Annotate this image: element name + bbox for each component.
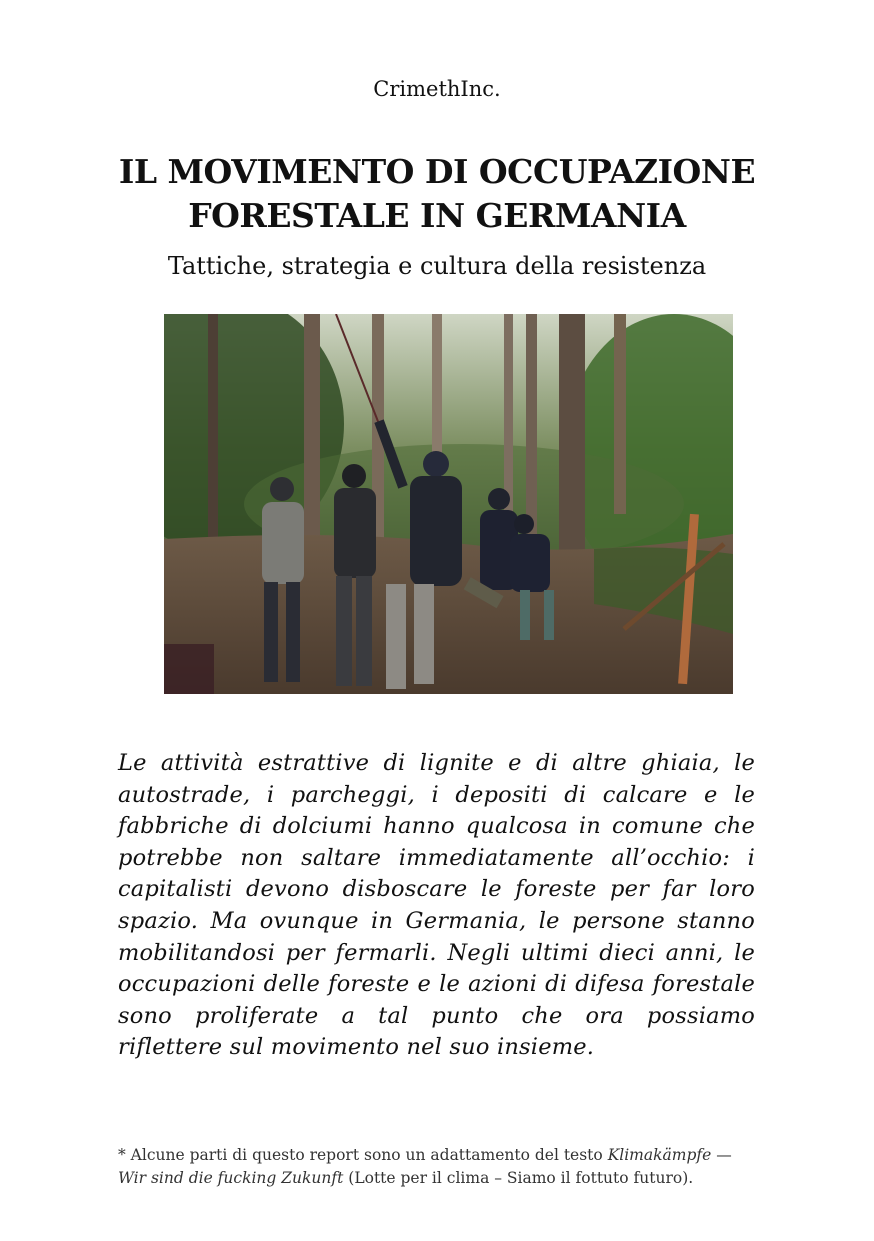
forest-scene-illustration	[164, 314, 733, 694]
intro-paragraph: Le attività estrattive di lignite e di altre ghiaia, le autostrade, i parcheggi, i depositi di calcare e le fabbriche di dolciumi hanno qualcosa in comune che potrebbe non saltare immediatamente all’occhio: i capitalisti devono disboscare le foreste per far loro spazio. Ma ovunque in Germania, le persone stanno mobilitandosi per fermarli. Negli ultimi dieci anni, le occupazioni delle foreste e le azioni di difesa forestale sono proliferate a tal punto che ora possiamo riflettere sul movimento nel suo insieme.	[118, 750, 755, 1061]
footnote-source-title-2: Wir sind die fucking Zukunft	[118, 1169, 344, 1187]
document-subtitle: Tattiche, strategia e cultura della resistenza	[167, 252, 707, 280]
cover-photo	[164, 314, 733, 694]
author-name: CrimethInc.	[373, 77, 501, 101]
footnote-dash: —	[711, 1146, 732, 1164]
footnote-suffix: (Lotte per il clima – Siamo il fottuto futuro).	[343, 1169, 694, 1187]
footnote	[118, 1144, 758, 1190]
title-line-2: FORESTALE IN GERMANIA	[188, 196, 686, 235]
footnote-prefix: * Alcune parti di questo report sono un adattamento del testo	[118, 1146, 608, 1164]
title-line-1: IL MOVIMENTO DI OCCUPAZIONE	[118, 152, 756, 191]
document-title	[60, 150, 814, 238]
footnote-source-title-1: Klimakämpfe	[607, 1146, 712, 1164]
